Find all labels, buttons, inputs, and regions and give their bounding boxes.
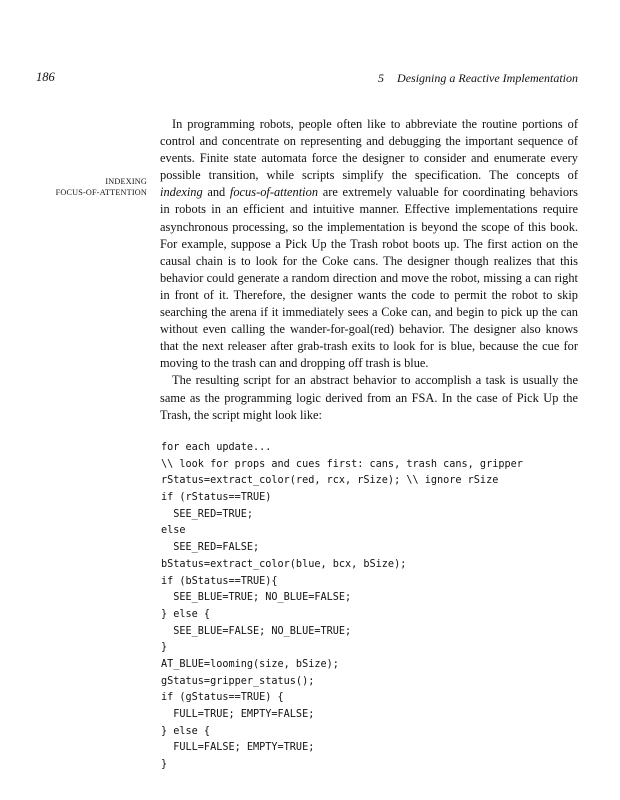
page-number: 186 <box>36 70 55 84</box>
running-head <box>378 71 578 86</box>
paragraph-2: The resulting script for an abstract behavior to accomplish a task is usually the same as the programming logic derived from an FSA. In the case of Pick Up the Trash, the script might look like: <box>160 373 578 422</box>
code-line: rStatus=extract_color(red, rcx, rSize); \\ ignore rSize <box>161 475 499 487</box>
code-line: bStatus=extract_color(blue, bcx, bSize); <box>161 558 407 570</box>
paragraph-1-part-1: In programming robots, people often like to abbreviate the routine portions of control and concentrate on representing and debugging the important sequence of events. Finite state automata force the designer to consider and enumerate every possible transition, while scripts simplify the specification. The concepts of <box>160 117 578 183</box>
code-line: if (bStatus==TRUE){ <box>161 575 278 587</box>
code-line: FULL=TRUE; EMPTY=FALSE; <box>161 709 315 720</box>
margin-note-focus-of-attention: FOCUS-OF-ATTENTION <box>55 188 147 197</box>
code-line: gStatus=gripper_status(); <box>161 675 315 687</box>
code-block <box>161 440 581 774</box>
margin-notes <box>14 176 147 198</box>
code-line: FULL=FALSE; EMPTY=TRUE; <box>161 742 315 754</box>
code-line: } else { <box>161 725 211 737</box>
paragraph-1-part-2: are extremely valuable for coordinating behaviors in robots in an efficient and intuitive manner. Effective implementations require asynchronous processing, so the implementation is beyond the scope of this book. For example, suppose a Pick Up the Trash robot boots up. The first action on the causal chain is to look for the Coke cans. The designer though realizes that this behavior could generate a random direction and move the robot, missing a can right in front of it. Therefore, the designer wants the code to permit the robot to skip searching the arena if it immediately sees a Coke can, and begin to pick up the can without even calling the wander-for-goal(red) behavior. The designer also knows that the next releaser after grab-trash exits to look for is blue, because the cue for moving to the trash can and dropping off trash is blue. <box>160 185 578 371</box>
chapter-title: Designing a Reactive Implementation <box>397 71 578 85</box>
and-word: and <box>202 185 230 200</box>
code-line: SEE_RED=FALSE; <box>161 542 260 554</box>
chapter-number: 5 <box>378 71 385 85</box>
code-line: for each update... <box>161 442 272 453</box>
body-text <box>160 116 578 424</box>
code-line: SEE_BLUE=TRUE; NO_BLUE=FALSE; <box>161 592 352 604</box>
code-line: } else { <box>161 608 211 620</box>
code-line: } <box>161 759 168 771</box>
paragraph-1 <box>160 116 578 372</box>
code-line: else <box>161 525 186 537</box>
margin-note-indexing: INDEXING <box>105 177 147 186</box>
term-focus-of-attention: focus-of-attention <box>229 185 319 200</box>
code-line: SEE_RED=TRUE; <box>161 508 254 520</box>
code-line: } <box>161 642 168 654</box>
code-line: if (rStatus==TRUE) <box>161 492 272 504</box>
term-indexing: indexing <box>160 185 203 200</box>
code-line: AT_BLUE=looming(size, bSize); <box>161 658 339 670</box>
code-line: \\ look for props and cues first: cans, trash cans, gripper <box>161 458 523 470</box>
code-line: if (gStatus==TRUE) { <box>161 692 284 704</box>
code-line: SEE_BLUE=FALSE; NO_BLUE=TRUE; <box>161 625 352 637</box>
